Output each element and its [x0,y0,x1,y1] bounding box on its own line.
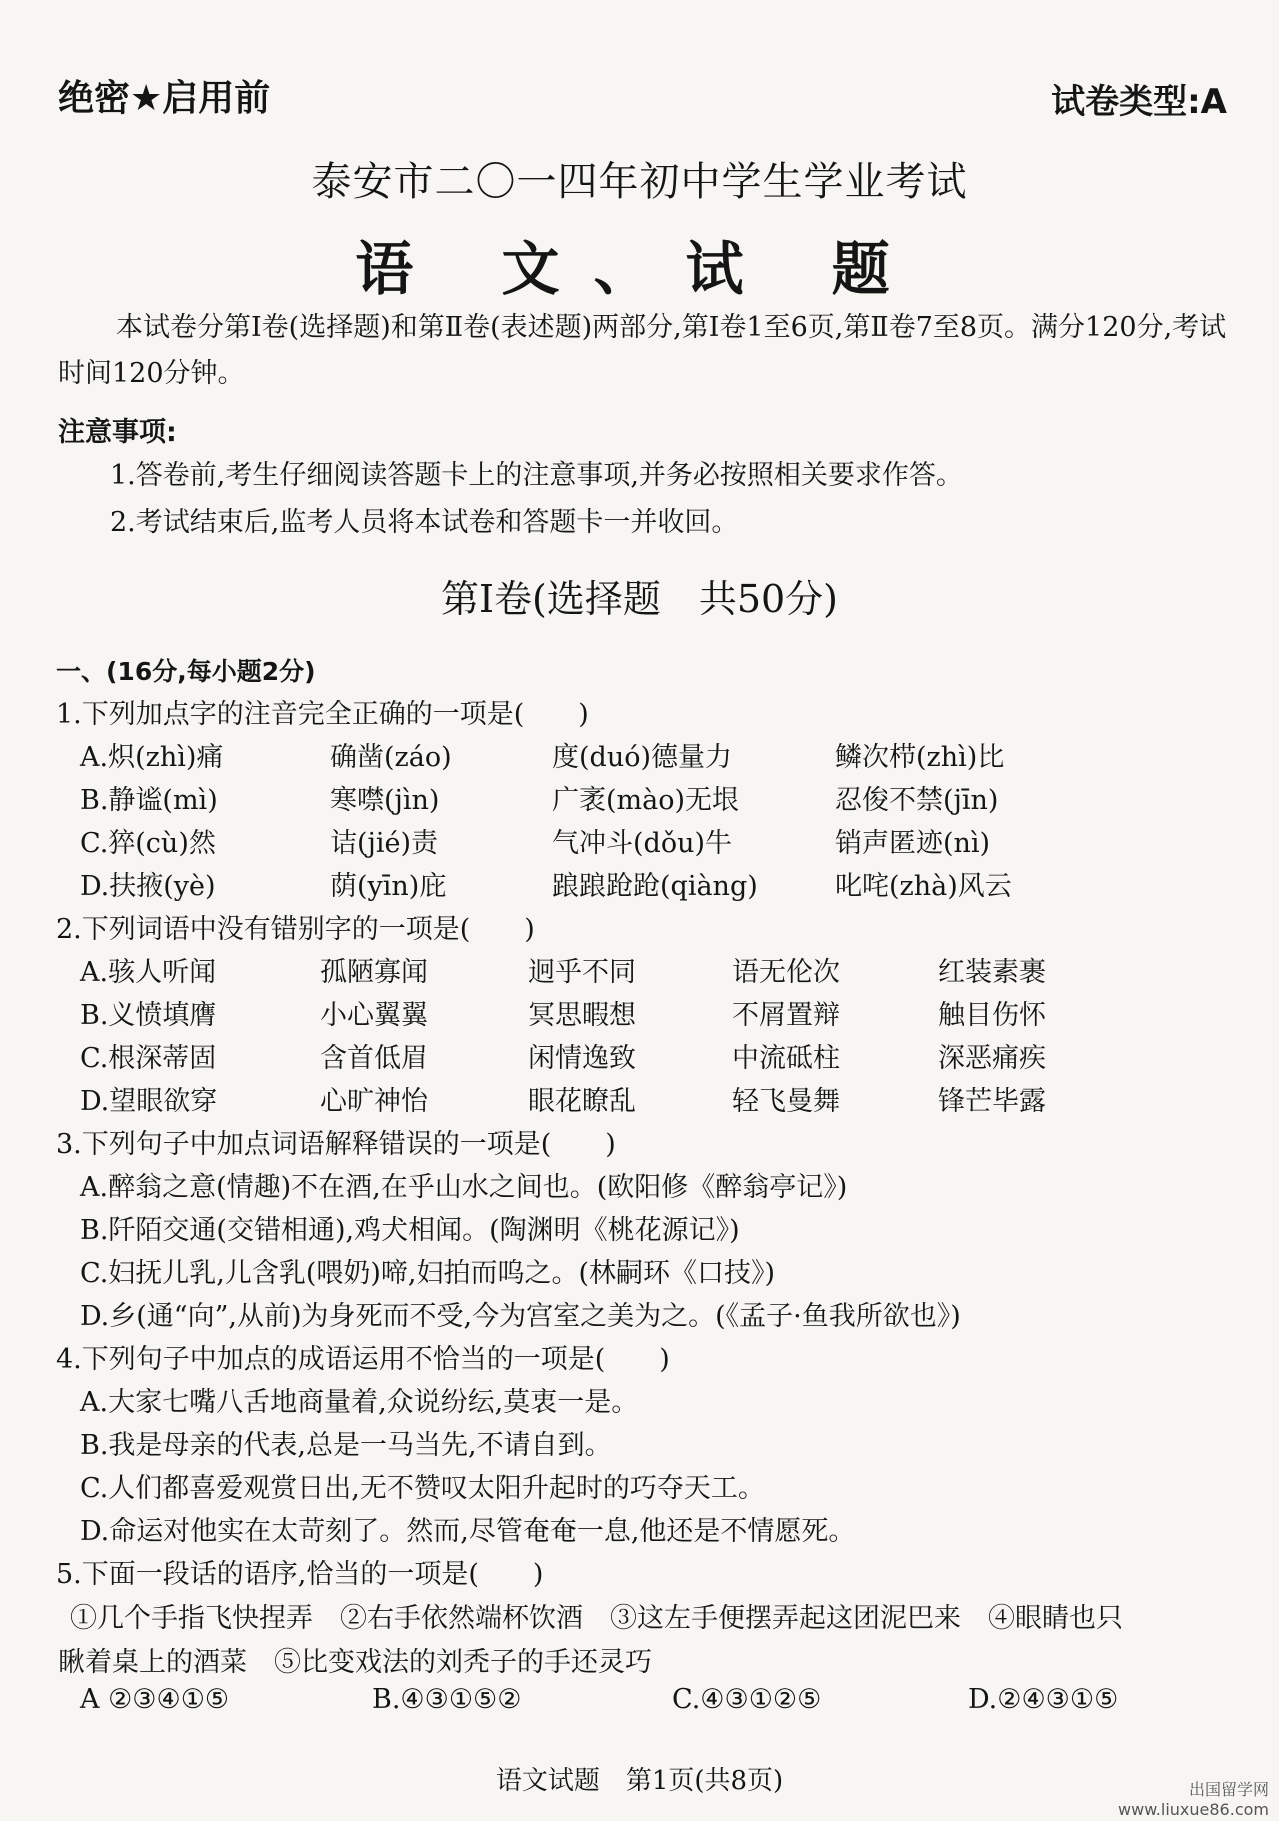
option-line: C.人们都喜爱观赏日出,无不赞叹太阳升起时的巧夺天工。 [80,1473,765,1504]
option-cell: D.望眼欲穿 [80,1086,218,1117]
question-stem: 1.下列加点字的注音完全正确的一项是( ) [56,699,589,730]
option-cell: A.炽(zhì)痛 [80,742,224,773]
option-cell: 迥乎不同 [528,957,636,988]
option-cell: 叱咤(zhà)风云 [835,871,1012,902]
option-cell: 闲情逸致 [528,1043,636,1074]
option-line: C.妇抚儿乳,儿含乳(喂奶)啼,妇拍而呜之。(林嗣环《口技》) [80,1258,776,1289]
question-stem: 4.下列句子中加点的成语运用不恰当的一项是( ) [56,1344,670,1375]
option-cell: 忍俊不禁(jīn) [835,785,999,816]
note-item: 1.答卷前,考生仔细阅读答题卡上的注意事项,并务必按照相关要求作答。 [110,460,963,491]
option-cell: 冥思暇想 [528,1000,636,1031]
option-cell: 确凿(záo) [330,742,452,773]
option-cell: C.猝(cù)然 [80,828,216,859]
confidential-label: 绝密★启用前 [58,78,271,119]
paper-type-label: 试卷类型:A [1051,82,1227,122]
question-stem: 3.下列句子中加点词语解释错误的一项是( ) [56,1129,616,1160]
option-cell: A.骇人听闻 [80,957,217,988]
option-cell: 踉踉跄跄(qiàng) [552,871,758,902]
notes-heading: 注意事项: [58,417,177,448]
option-cell: A ②③④①⑤ [80,1684,230,1715]
option-cell: 深恶痛疾 [938,1043,1046,1074]
option-cell: 寒噤(jìn) [330,785,440,816]
option-cell: 诘(jié)责 [330,828,439,859]
option-cell: 荫(yīn)庇 [330,871,447,902]
option-line: D.命运对他实在太苛刻了。然而,尽管奄奄一息,他还是不情愿死。 [80,1516,856,1547]
option-cell: C.④③①②⑤ [672,1684,822,1715]
subject-title: 语 文、试 题 [355,235,924,303]
option-line: D.乡(通“向”,从前)为身死而不受,今为宫室之美为之。(《孟子·鱼我所欲也》) [80,1301,961,1332]
option-line: A.醉翁之意(情趣)不在酒,在乎山水之间也。(欧阳修《醉翁亭记》) [80,1172,848,1203]
option-cell: 广袤(mào)无垠 [552,785,740,816]
option-cell: 销声匿迹(nì) [835,828,991,859]
site-watermark [1118,1780,1269,1820]
option-line: A.大家七嘴八舌地商量着,众说纷纭,莫衷一是。 [80,1387,639,1418]
note-item: 2.考试结束后,监考人员将本试卷和答题卡一并收回。 [110,507,739,538]
watermark-name: 出国留学网 [1188,1780,1269,1799]
option-cell: 气冲斗(dǒu)牛 [552,828,732,859]
passage-line: ①几个手指飞快捏弄 ②右手依然端杯饮酒 ③这左手便摆弄起这团泥巴来 ④眼睛也只 [70,1603,1123,1634]
intro-paragraph: 本试卷分第Ⅰ卷(选择题)和第Ⅱ卷(表述题)两部分,第Ⅰ卷1至6页,第Ⅱ卷7至8页。满分120分,考试时间120分钟。 [58,312,1227,389]
option-cell: B.静谧(mì) [80,785,218,816]
option-cell: 不屑置辩 [732,1000,840,1031]
option-line: B.阡陌交通(交错相通),鸡犬相闻。(陶渊明《桃花源记》) [80,1215,740,1246]
option-cell: 心旷神怡 [320,1086,428,1117]
option-cell: 孤陋寡闻 [320,957,428,988]
option-line: B.我是母亲的代表,总是一马当先,不请自到。 [80,1430,612,1461]
option-cell: 中流砥柱 [732,1043,840,1074]
option-cell: 眼花瞭乱 [528,1086,636,1117]
option-cell: 度(duó)德量力 [552,742,732,773]
option-cell: C.根深蒂固 [80,1043,217,1074]
passage-line: 瞅着桌上的酒菜 ⑤比变戏法的刘秃子的手还灵巧 [58,1647,652,1678]
part-heading: 一、(16分,每小题2分) [56,657,316,686]
option-cell: 语无伦次 [732,957,840,988]
question-stem: 5.下面一段话的语序,恰当的一项是( ) [56,1559,544,1590]
option-cell: 鳞次栉(zhì)比 [835,742,1005,773]
option-cell: D.扶掖(yè) [80,871,216,902]
option-cell: 锋芒毕露 [938,1086,1046,1117]
option-cell: 含首低眉 [320,1043,428,1074]
watermark-url: www.liuxue86.com [1118,1800,1269,1819]
option-cell: B.义愤填膺 [80,1000,217,1031]
option-cell: 小心翼翼 [320,1000,428,1031]
option-cell: B.④③①⑤② [372,1684,522,1715]
page-footer: 语文试题 第1页(共8页) [495,1766,784,1796]
option-cell: 轻飞曼舞 [732,1086,840,1117]
option-cell: D.②④③①⑤ [968,1684,1119,1715]
exam-title: 泰安市二〇一四年初中学生学业考试 [311,159,968,205]
option-cell: 红装素裹 [938,957,1046,988]
option-cell: 触目伤怀 [938,1000,1046,1031]
question-stem: 2.下列词语中没有错别字的一项是( ) [56,914,535,945]
section-title: 第Ⅰ卷(选择题 共50分) [440,577,838,621]
